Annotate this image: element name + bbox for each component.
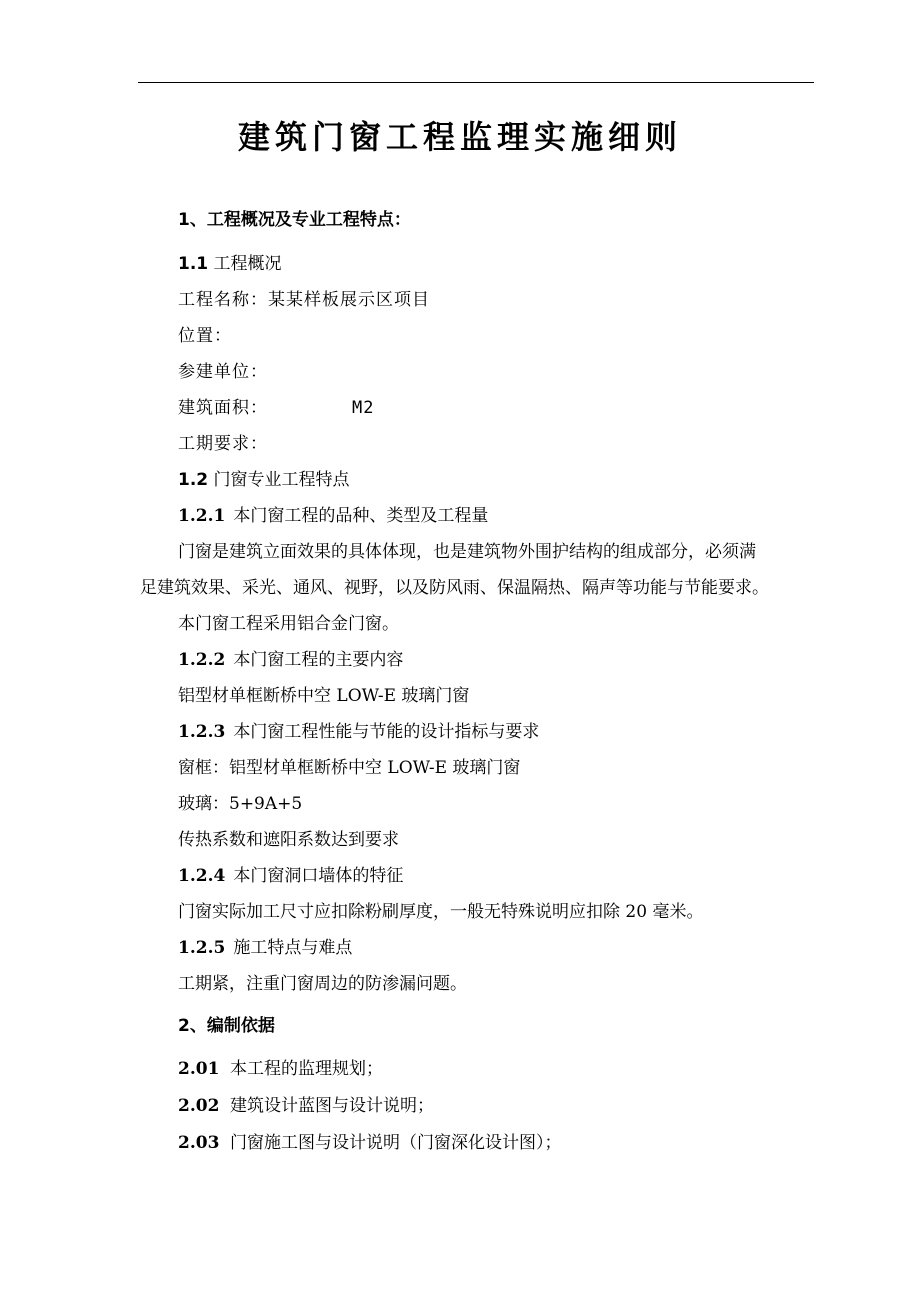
item-number: 2.01 bbox=[178, 1059, 220, 1079]
item-number: 2.02 bbox=[178, 1096, 220, 1116]
window-frame-spec: 窗框：铝型材单框断桥中空 LOW-E 玻璃门窗 bbox=[178, 758, 521, 778]
section-1-2-heading bbox=[178, 469, 350, 491]
section-label: 本门窗工程的品种、类型及工程量 bbox=[233, 506, 489, 526]
section-label: 本门窗工程的主要内容 bbox=[233, 650, 404, 670]
section-1-2-3-heading bbox=[178, 721, 539, 743]
section-number: 1.2.3 bbox=[178, 722, 226, 742]
section-number: 1.2.1 bbox=[178, 506, 226, 526]
basis-item bbox=[178, 1095, 434, 1117]
section-1-heading: 1、工程概况及专业工程特点： bbox=[178, 210, 411, 230]
section-number: 1.1 bbox=[178, 254, 209, 274]
basis-item bbox=[178, 1132, 562, 1154]
opening-wall-text: 门窗实际加工尺寸应扣除粉刷厚度，一般无特殊说明应扣除 20 毫米。 bbox=[178, 902, 704, 922]
basis-item bbox=[178, 1058, 383, 1080]
section-1-2-2-heading bbox=[178, 649, 403, 671]
section-label: 门窗专业工程特点 bbox=[213, 470, 350, 490]
participating-units: 参建单位： bbox=[178, 362, 268, 382]
paragraph-line-2: 足建筑效果、采光、通风、视野，以及防风雨、保温隔热、隔声等功能与节能要求。 bbox=[140, 578, 769, 598]
paragraph-line-1: 门窗是建筑立面效果的具体体现，也是建筑物外围护结构的组成部分，必须满 bbox=[178, 542, 756, 562]
item-text: 建筑设计蓝图与设计说明； bbox=[230, 1096, 434, 1116]
section-1-2-5-heading bbox=[178, 937, 352, 959]
building-area-label: 建筑面积： bbox=[178, 398, 268, 418]
project-name: 工程名称：某某样板展示区项目 bbox=[178, 290, 430, 310]
section-2-heading: 2、编制依据 bbox=[178, 1016, 275, 1036]
project-location: 位置： bbox=[178, 326, 232, 346]
construction-difficulty-text: 工期紧，注重门窗周边的防渗漏问题。 bbox=[178, 974, 467, 994]
item-text: 本工程的监理规划； bbox=[230, 1059, 383, 1079]
schedule-requirement: 工期要求： bbox=[178, 434, 268, 454]
paragraph-aluminum: 本门窗工程采用铝合金门窗。 bbox=[178, 614, 399, 634]
section-label: 本门窗洞口墙体的特征 bbox=[233, 866, 404, 886]
header-rule bbox=[138, 82, 814, 83]
section-number: 1.2.2 bbox=[178, 650, 226, 670]
section-number: 1.2.4 bbox=[178, 866, 226, 886]
section-label: 施工特点与难点 bbox=[233, 938, 353, 958]
item-number: 2.03 bbox=[178, 1133, 220, 1153]
section-1-2-1-heading bbox=[178, 505, 488, 527]
section-label: 工程概况 bbox=[213, 254, 282, 274]
section-number: 1.2.5 bbox=[178, 938, 226, 958]
section-1-1-heading bbox=[178, 253, 282, 275]
building-area-unit: M2 bbox=[352, 398, 375, 418]
main-content-text: 铝型材单框断桥中空 LOW-E 玻璃门窗 bbox=[178, 686, 470, 706]
section-1-2-4-heading bbox=[178, 865, 403, 887]
section-label: 本门窗工程性能与节能的设计指标与要求 bbox=[233, 722, 540, 742]
section-number: 1.2 bbox=[178, 470, 209, 490]
coefficient-requirement: 传热系数和遮阳系数达到要求 bbox=[178, 830, 399, 850]
item-text: 门窗施工图与设计说明（门窗深化设计图）； bbox=[230, 1133, 562, 1153]
glass-spec: 玻璃：5+9A+5 bbox=[178, 794, 303, 814]
document-title: 建筑门窗工程监理实施细则 bbox=[237, 118, 682, 156]
